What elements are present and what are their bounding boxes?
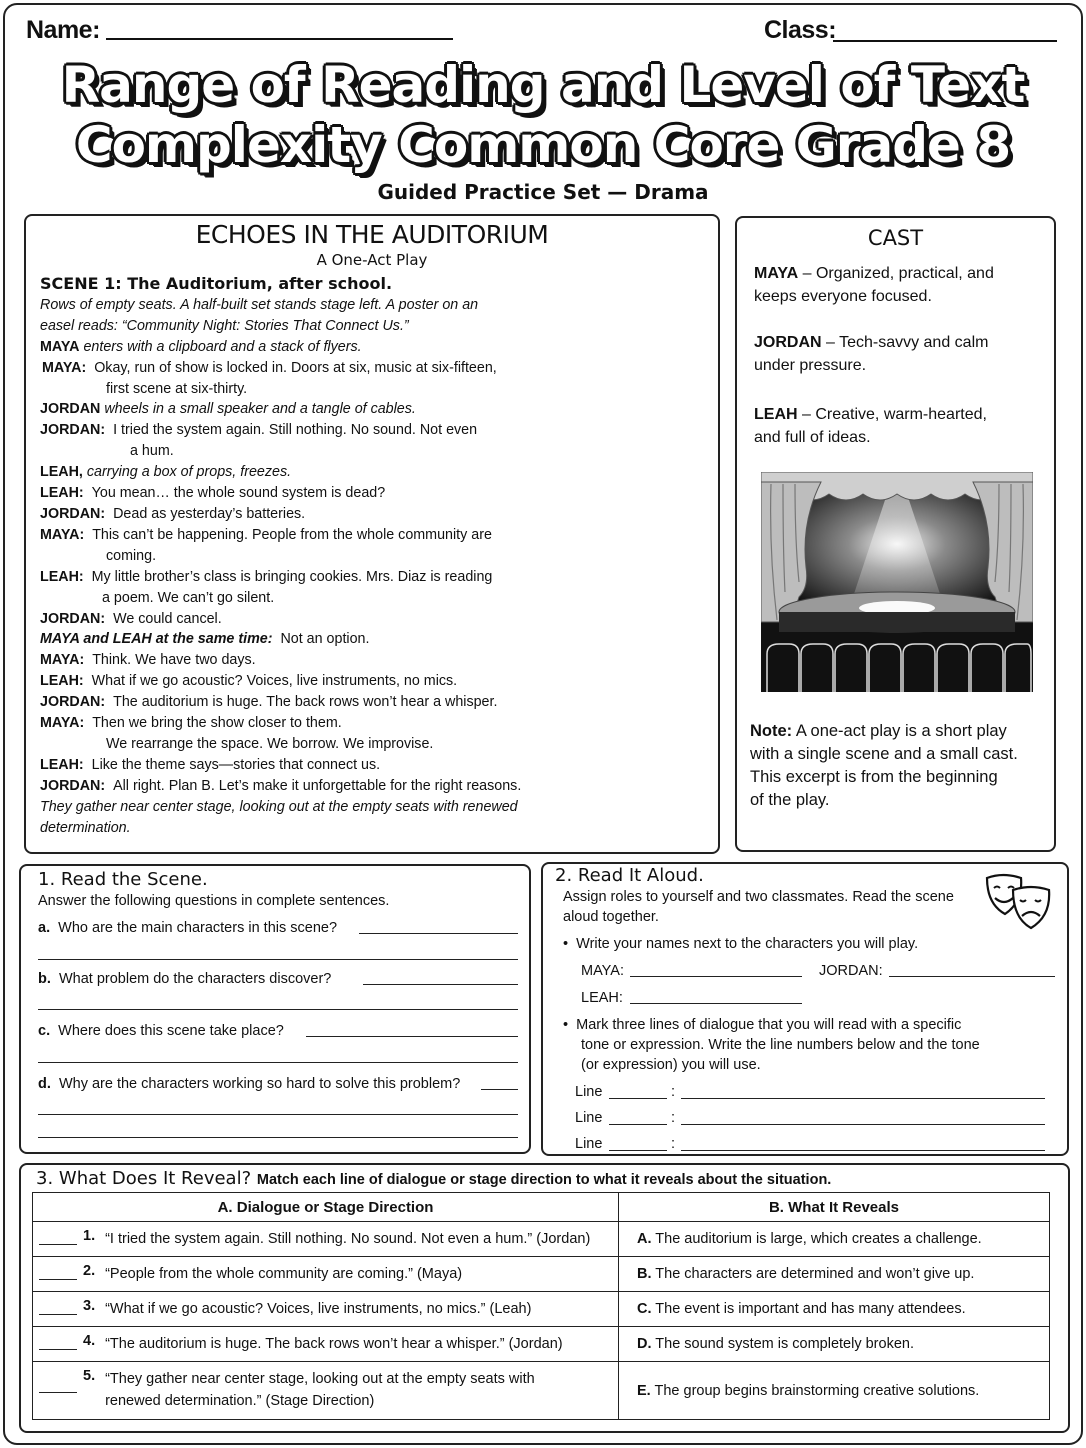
reveal-letter: E.: [637, 1382, 651, 1399]
item-number: 1.: [83, 1228, 96, 1244]
name-label: Name:: [26, 16, 100, 44]
section1-title: 1. Read the Scene.: [38, 869, 208, 890]
line-number-field-3[interactable]: [609, 1150, 667, 1151]
answer-b-line-2[interactable]: [38, 1009, 518, 1010]
title-line-1: Range of Reading and Level of Text: [61, 56, 1025, 114]
item-number: 3.: [83, 1298, 96, 1314]
dialogue-cell: [33, 1222, 619, 1257]
script-line: [40, 567, 610, 588]
dialogue-text: I tried the system again. Still nothing. No sound. Not even: [113, 422, 478, 439]
reveal-cell: [619, 1292, 1050, 1327]
role-jordan-field[interactable]: [889, 976, 1055, 977]
dialogue-text: first scene at six-thirty.: [106, 380, 248, 397]
script-line: [40, 671, 610, 692]
section3-heading: [36, 1168, 831, 1189]
script-line: [40, 650, 610, 671]
answer-d-line-2[interactable]: [38, 1114, 518, 1115]
reveal-text: The auditorium is large, which creates a challenge.: [655, 1231, 982, 1247]
reveal-text: The sound system is completely broken.: [655, 1336, 914, 1352]
match-answer-blank[interactable]: [39, 1300, 77, 1315]
speaker-name: LEAH,: [40, 464, 83, 481]
script-line: [40, 525, 610, 546]
line-number-field-2[interactable]: [609, 1124, 667, 1125]
section3-instruction: Match each line of dialogue or stage direction to what it reveals about the situation.: [256, 1172, 832, 1188]
stage-direction: easel reads: “Community Night: Stories That Connect Us.”: [40, 317, 409, 334]
section-read-it-aloud: [541, 862, 1069, 1156]
script-line: [40, 734, 610, 755]
dialogue-quote: “They gather near center stage, looking out at the empty seats with: [105, 1371, 535, 1387]
reveal-text: The event is important and has many attendees.: [655, 1301, 966, 1317]
section2-bullet-2: • Mark three lines of dialogue that you will read with a specific: [563, 1017, 962, 1033]
role-maya-label: MAYA:: [581, 963, 624, 979]
play-subtitle: A One-Act Play: [316, 251, 428, 269]
column-b-header: B. What It Reveals: [619, 1193, 1050, 1222]
script-line: [40, 818, 610, 839]
reveal-cell: [619, 1362, 1050, 1420]
speaker-name: MAYA and LEAH at the same time:: [40, 631, 273, 648]
dialogue-text: We could cancel.: [113, 610, 222, 627]
match-answer-blank[interactable]: [39, 1335, 77, 1350]
stage-direction: Rows of empty seats. A half-built set stands stage left. A poster on an: [40, 296, 479, 313]
reveal-letter: D.: [637, 1336, 652, 1352]
dialogue-cell: [33, 1327, 619, 1362]
play-excerpt-box: [24, 214, 720, 854]
speaker-name: JORDAN:: [40, 777, 106, 794]
speaker-name: JORDAN:: [40, 694, 106, 711]
dialogue-text: This can’t be happening. People from the whole community are: [92, 526, 492, 543]
match-answer-blank[interactable]: [39, 1378, 77, 1393]
stage-direction: wheels in a small speaker and a tangle of cables.: [100, 401, 416, 418]
line-colon-3: :: [671, 1136, 676, 1152]
line-colon-2: :: [671, 1110, 676, 1126]
section-read-the-scene: [19, 864, 531, 1154]
reveal-letter: A.: [637, 1231, 652, 1247]
table-row: [33, 1257, 1050, 1292]
dialogue-text: Think. We have two days.: [92, 652, 256, 669]
cast-entry-maya: MAYA – Organized, practical, and keeps everyone focused.: [754, 265, 994, 305]
play-title: ECHOES IN THE AUDITORIUM: [195, 220, 549, 249]
line-label-2: Line: [575, 1110, 603, 1126]
item-number: 2.: [83, 1263, 96, 1279]
cast-entry-leah: LEAH – Creative, warm-hearted, and full of ideas.: [754, 406, 987, 446]
table-row: [33, 1222, 1050, 1257]
script-line: [40, 713, 610, 734]
script-line: [40, 337, 610, 358]
script-line: [40, 441, 610, 462]
answer-a-line-1[interactable]: [359, 933, 518, 934]
play-script: [40, 274, 610, 838]
table-row: [33, 1327, 1050, 1362]
script-line: [40, 588, 610, 609]
dialogue-quote: “The auditorium is huge. The back rows won’t hear a whisper.” (Jordan): [105, 1336, 563, 1352]
title-line-2: Complexity Common Core Grade 8: [75, 116, 1011, 174]
script-line: [40, 546, 610, 567]
section2-instruction-2: aloud together.: [563, 909, 659, 925]
dialogue-text: All right. Plan B. Let’s make it unforgettable for the right reasons.: [113, 777, 522, 794]
script-line: [40, 776, 610, 797]
script-line: [40, 316, 610, 337]
section3-title: 3. What Does It Reveal?: [36, 1168, 252, 1189]
class-field[interactable]: [833, 40, 1057, 42]
script-line: [40, 379, 610, 400]
reveal-letter: C.: [637, 1301, 652, 1317]
question-b: b. What problem do the characters discover?: [38, 971, 332, 987]
cast-title: CAST: [867, 226, 924, 250]
question-d: d. Why are the characters working so hard to solve this problem?: [38, 1076, 461, 1092]
dialogue-text: My little brother’s class is bringing cookies. Mrs. Diaz is reading: [91, 568, 493, 585]
script-line: [40, 797, 610, 818]
column-a-header: A. Dialogue or Stage Direction: [33, 1193, 619, 1222]
speaker-name: MAYA:: [40, 526, 85, 543]
line-tone-field-1[interactable]: [681, 1098, 1045, 1099]
table-row: [33, 1292, 1050, 1327]
class-label: Class:: [764, 16, 837, 44]
dialogue-cell: [33, 1292, 619, 1327]
dialogue-cell: [33, 1362, 619, 1420]
reveal-cell: [619, 1222, 1050, 1257]
section2-instruction-1: Assign roles to yourself and two classmates. Read the scene: [563, 889, 954, 905]
dialogue-text: coming.: [106, 547, 157, 564]
match-answer-blank[interactable]: [39, 1230, 77, 1245]
speaker-name: MAYA:: [42, 359, 87, 376]
stage-direction: enters with a clipboard and a stack of flyers.: [79, 338, 362, 355]
reveal-cell: [619, 1327, 1050, 1362]
cast-box: [735, 216, 1056, 852]
dialogue-quote: “People from the whole community are coming.” (Maya): [105, 1266, 463, 1282]
line-tone-field-3[interactable]: [681, 1150, 1045, 1151]
script-line: [40, 462, 610, 483]
answer-d-line-1[interactable]: [481, 1089, 518, 1090]
answer-c-line-2[interactable]: [38, 1062, 518, 1063]
speaker-name: MAYA:: [40, 652, 85, 669]
dialogue-text: Like the theme says—stories that connect us.: [91, 756, 381, 773]
dialogue-cell: [33, 1257, 619, 1292]
dialogue-text: Okay, run of show is locked in. Doors at six, music at six-fifteen,: [94, 359, 497, 376]
line-label-3: Line: [575, 1136, 603, 1152]
cast-note: Note: A one-act play is a short play with a single scene and a small cast. This excerpt is from the beginning of the play.: [750, 722, 1018, 809]
match-answer-blank[interactable]: [39, 1265, 77, 1280]
speaker-name: MAYA:: [40, 715, 85, 732]
question-c: c. Where does this scene take place?: [38, 1023, 284, 1039]
role-jordan-label: JORDAN:: [819, 963, 883, 979]
script-line: [40, 399, 610, 420]
speaker-name: LEAH:: [40, 673, 84, 690]
question-a: a. Who are the main characters in this scene?: [38, 920, 338, 936]
item-number: 5.: [83, 1368, 96, 1384]
stage-direction: determination.: [40, 819, 131, 836]
speaker-name: JORDAN: [40, 401, 101, 418]
line-label-1: Line: [575, 1084, 603, 1100]
role-maya-field[interactable]: [630, 976, 802, 977]
script-line: [40, 692, 610, 713]
answer-b-line-1[interactable]: [363, 984, 518, 985]
dialogue-text: The auditorium is huge. The back rows won’t hear a whisper.: [113, 694, 498, 711]
section1-instruction: Answer the following questions in complete sentences.: [38, 893, 390, 909]
dialogue-text: We rearrange the space. We borrow. We improvise.: [106, 735, 434, 752]
speaker-name: LEAH:: [40, 756, 84, 773]
answer-a-line-2[interactable]: [38, 959, 518, 960]
script-line: [40, 629, 610, 650]
script-line: [40, 420, 610, 441]
script-line: [40, 358, 610, 379]
speaker-name: JORDAN:: [40, 610, 106, 627]
reveal-text: The characters are determined and won’t give up.: [655, 1266, 975, 1282]
theater-stage-illustration: [761, 472, 1033, 692]
worksheet-subtitle: Guided Practice Set — Drama: [377, 180, 709, 204]
stage-direction: They gather near center stage, looking out at the empty seats with renewed: [40, 798, 518, 815]
dialogue-quote-cont: renewed determination.” (Stage Direction): [105, 1393, 375, 1409]
speaker-name: JORDAN:: [40, 505, 106, 522]
dialogue-text: Then we bring the show closer to them.: [92, 715, 342, 732]
theater-masks-icon: [983, 872, 1055, 932]
matching-table: [32, 1192, 1050, 1420]
scene-heading: SCENE 1: The Auditorium, after school.: [40, 274, 393, 293]
dialogue-text: What if we go acoustic? Voices, live instruments, no mics.: [91, 673, 458, 690]
script-line: [40, 609, 610, 630]
section2-bullet-2-line-3: (or expression) you will use.: [581, 1057, 761, 1073]
script-line: [40, 483, 610, 504]
speaker-name: JORDAN:: [40, 422, 106, 439]
item-number: 4.: [83, 1333, 96, 1349]
script-line: [40, 295, 610, 316]
role-leah-label: LEAH:: [581, 990, 623, 1006]
stage-direction: carrying a box of props, freezes.: [82, 464, 292, 481]
section2-bullet-1: • Write your names next to the characters you will play.: [563, 936, 919, 952]
cast-entry-jordan: JORDAN – Tech-savvy and calm under pressure.: [754, 334, 989, 374]
dialogue-quote: “I tried the system again. Still nothing. No sound. Not even a hum.” (Jordan): [105, 1231, 591, 1247]
section2-bullet-2-line-2: tone or expression. Write the line numbers below and the tone: [581, 1037, 980, 1053]
dialogue-text: a hum.: [130, 443, 174, 460]
script-line: [40, 755, 610, 776]
line-tone-field-2[interactable]: [681, 1124, 1045, 1125]
line-colon-1: :: [671, 1084, 676, 1100]
dialogue-text: Not an option.: [280, 631, 370, 648]
name-field[interactable]: [106, 38, 453, 40]
line-number-field-1[interactable]: [609, 1098, 667, 1099]
reveal-cell: [619, 1257, 1050, 1292]
dialogue-quote: “What if we go acoustic? Voices, live instruments, no mics.” (Leah): [105, 1301, 532, 1317]
section2-title: 2. Read It Aloud.: [555, 865, 704, 886]
reveal-text: The group begins brainstorming creative solutions.: [654, 1382, 980, 1399]
dialogue-text: Dead as yesterday’s batteries.: [113, 505, 306, 522]
speaker-name: MAYA: [40, 338, 80, 355]
dialogue-text: You mean… the whole sound system is dead?: [91, 485, 386, 502]
table-row: [33, 1362, 1050, 1420]
dialogue-text: a poem. We can’t go silent.: [102, 589, 275, 606]
role-leah-field[interactable]: [630, 1003, 802, 1004]
speaker-name: LEAH:: [40, 568, 84, 585]
script-line: [40, 504, 610, 525]
reveal-letter: B.: [637, 1266, 652, 1282]
answer-c-line-1[interactable]: [306, 1036, 518, 1037]
speaker-name: LEAH:: [40, 485, 84, 502]
answer-d-line-3[interactable]: [38, 1137, 518, 1138]
